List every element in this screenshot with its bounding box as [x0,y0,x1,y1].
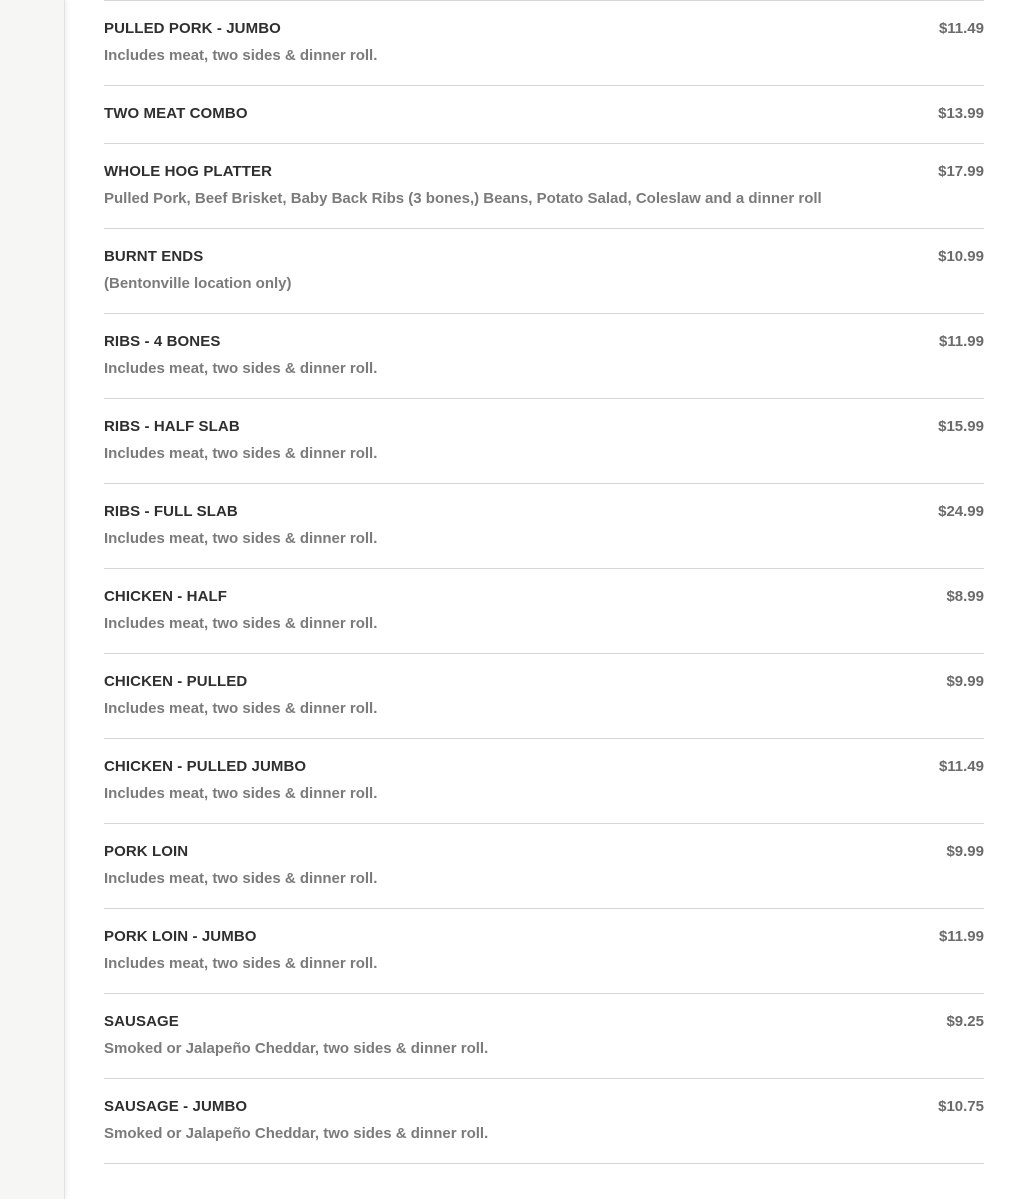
menu-item-price: $8.99 [946,588,984,605]
menu-item-name: PULLED PORK - JUMBO [104,20,281,37]
menu-item-price: $9.25 [946,1013,984,1030]
menu-item-description: Smoked or Jalapeño Cheddar, two sides & dinner roll. [104,1125,489,1142]
menu-item-price: $10.75 [938,1098,984,1115]
menu-item-description: Includes meat, two sides & dinner roll. [104,785,378,802]
menu-item-name: RIBS - 4 BONES [104,333,221,350]
menu-item-description: Includes meat, two sides & dinner roll. [104,615,378,632]
menu-item [104,484,984,569]
menu-item-description: Includes meat, two sides & dinner roll. [104,955,378,972]
menu-item-description: Includes meat, two sides & dinner roll. [104,870,378,887]
menu-item [104,1,984,86]
menu-section [104,0,984,1164]
menu-item-name: RIBS - HALF SLAB [104,418,240,435]
menu-item-name: TWO MEAT COMBO [104,105,248,122]
menu-item-price: $15.99 [938,418,984,435]
menu-item-description: Includes meat, two sides & dinner roll. [104,700,378,717]
menu-item-price: $10.99 [938,248,984,265]
menu-item-description: Pulled Pork, Beef Brisket, Baby Back Ribs (3 bones,) Beans, Potato Salad, Coleslaw and a dinner roll [104,190,822,207]
menu-item-price: $24.99 [938,503,984,520]
menu-item-price: $11.49 [938,758,984,775]
menu-item-description: Includes meat, two sides & dinner roll. [104,530,378,547]
menu-item-name: CHICKEN - PULLED JUMBO [104,758,307,775]
menu-item-name: SAUSAGE [104,1013,179,1030]
menu-item [104,144,984,229]
menu-item-description: Smoked or Jalapeño Cheddar, two sides & dinner roll. [104,1040,489,1057]
menu-item-name: PORK LOIN - JUMBO [104,928,257,945]
menu-item-description: Includes meat, two sides & dinner roll. [104,47,378,64]
menu-item [104,824,984,909]
menu-item [104,994,984,1079]
menu-item-name: CHICKEN - HALF [104,588,228,605]
menu-item-price: $11.49 [938,20,984,37]
menu-item-name: PORK LOIN [104,843,189,860]
menu-item-price: $17.99 [938,163,984,180]
menu-item-name: BURNT ENDS [104,248,204,265]
menu-item [104,739,984,824]
menu-item [104,654,984,739]
menu-item [104,86,984,144]
menu-item-price: $11.99 [938,928,984,945]
menu-item-description: (Bentonville location only) [104,275,292,292]
menu-item [104,909,984,994]
menu-item-name: CHICKEN - PULLED [104,673,248,690]
sidebar [0,0,65,1199]
menu-item-description: Includes meat, two sides & dinner roll. [104,445,378,462]
menu-item-description: Includes meat, two sides & dinner roll. [104,360,378,377]
menu-item [104,229,984,314]
menu-list [104,0,984,1164]
menu-item-name: SAUSAGE - JUMBO [104,1098,248,1115]
menu-item-price: $13.99 [938,105,984,122]
menu-item-price: $9.99 [946,843,984,860]
menu-item-name: WHOLE HOG PLATTER [104,163,273,180]
menu-item [104,1079,984,1164]
menu-item [104,314,984,399]
menu-item-name: RIBS - FULL SLAB [104,503,238,520]
menu-item-price: $11.99 [938,333,984,350]
menu-item-price: $9.99 [946,673,984,690]
menu-item [104,569,984,654]
menu-item [104,399,984,484]
